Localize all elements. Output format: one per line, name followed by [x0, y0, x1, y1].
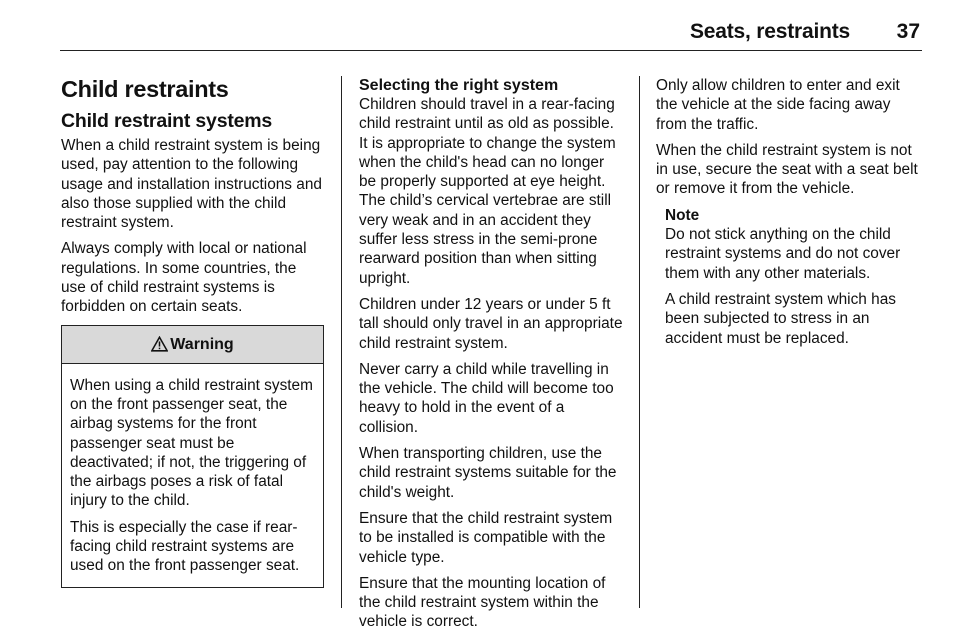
warning-box	[61, 325, 324, 588]
paragraph: Children under 12 years or under 5 ft tall should only travel in an appropriate child restraint system.	[359, 295, 623, 352]
paragraph: Never carry a child while travelling in the vehicle. The child will become too heavy to hold in the event of a collision.	[359, 360, 614, 436]
warning-paragraph: When using a child restraint system on the front passenger seat, the airbag systems for the front passenger seat must be deactivated; if not, the triggering of the airbags poses a risk of fatal injury to the child.	[70, 376, 313, 510]
paragraph: Only allow children to enter and exit the vehicle at the side facing away from the traffic.	[656, 77, 900, 133]
column-divider	[639, 76, 640, 608]
warning-label: Warning	[170, 335, 234, 353]
warning-triangle-icon	[151, 336, 168, 352]
warning-paragraph: This is especially the case if rear-facing child restraint systems are used on the front passenger seat.	[70, 518, 300, 575]
column-divider	[341, 76, 342, 608]
note-label: Note	[665, 206, 700, 224]
note-paragraph: A child restraint system which has been subjected to stress in an accident must be replaced.	[665, 290, 896, 347]
section-heading: Child restraint systems	[61, 110, 273, 132]
column-right	[656, 76, 924, 355]
paragraph: Children should travel in a rear-facing child restraint until as old as possible. It is appropriate to change the system when the child's head can no longer be properly supported at eye height. The child’s cervical vertebrae are still very weak and in an accident they suffer less stress in the semi-prone rearward position than when sitting upright.	[359, 96, 616, 287]
warning-body	[62, 364, 323, 587]
section-title: Seats, restraints	[689, 20, 850, 43]
column-middle	[359, 76, 625, 639]
warning-header	[62, 326, 323, 364]
page-header	[60, 14, 922, 51]
paragraph: Ensure that the child restraint system to be installed is compatible with the vehicle type.	[359, 509, 613, 566]
column-left	[61, 76, 325, 588]
paragraph: Ensure that the mounting location of the child restraint system within the vehicle is correct.	[359, 574, 606, 631]
note-box	[656, 206, 924, 348]
note-paragraph: Do not stick anything on the child restraint systems and do not cover them with any other materials.	[665, 226, 901, 282]
paragraph: Always comply with local or national regulations. In some countries, the use of child restraint systems is forbidden on certain seats.	[61, 240, 307, 316]
subsection-heading: Selecting the right system	[359, 77, 559, 94]
paragraph: When the child restraint system is not in use, secure the seat with a seat belt or remove it from the vehicle.	[656, 141, 918, 198]
paragraph: When transporting children, use the child restraint systems suitable for the child's weight.	[359, 445, 617, 501]
paragraph: When a child restraint system is being used, pay attention to the following usage and installation instructions and also those supplied with the child restraint system.	[61, 137, 322, 232]
chapter-heading: Child restraints	[61, 76, 229, 102]
page-number: 37	[896, 20, 920, 43]
